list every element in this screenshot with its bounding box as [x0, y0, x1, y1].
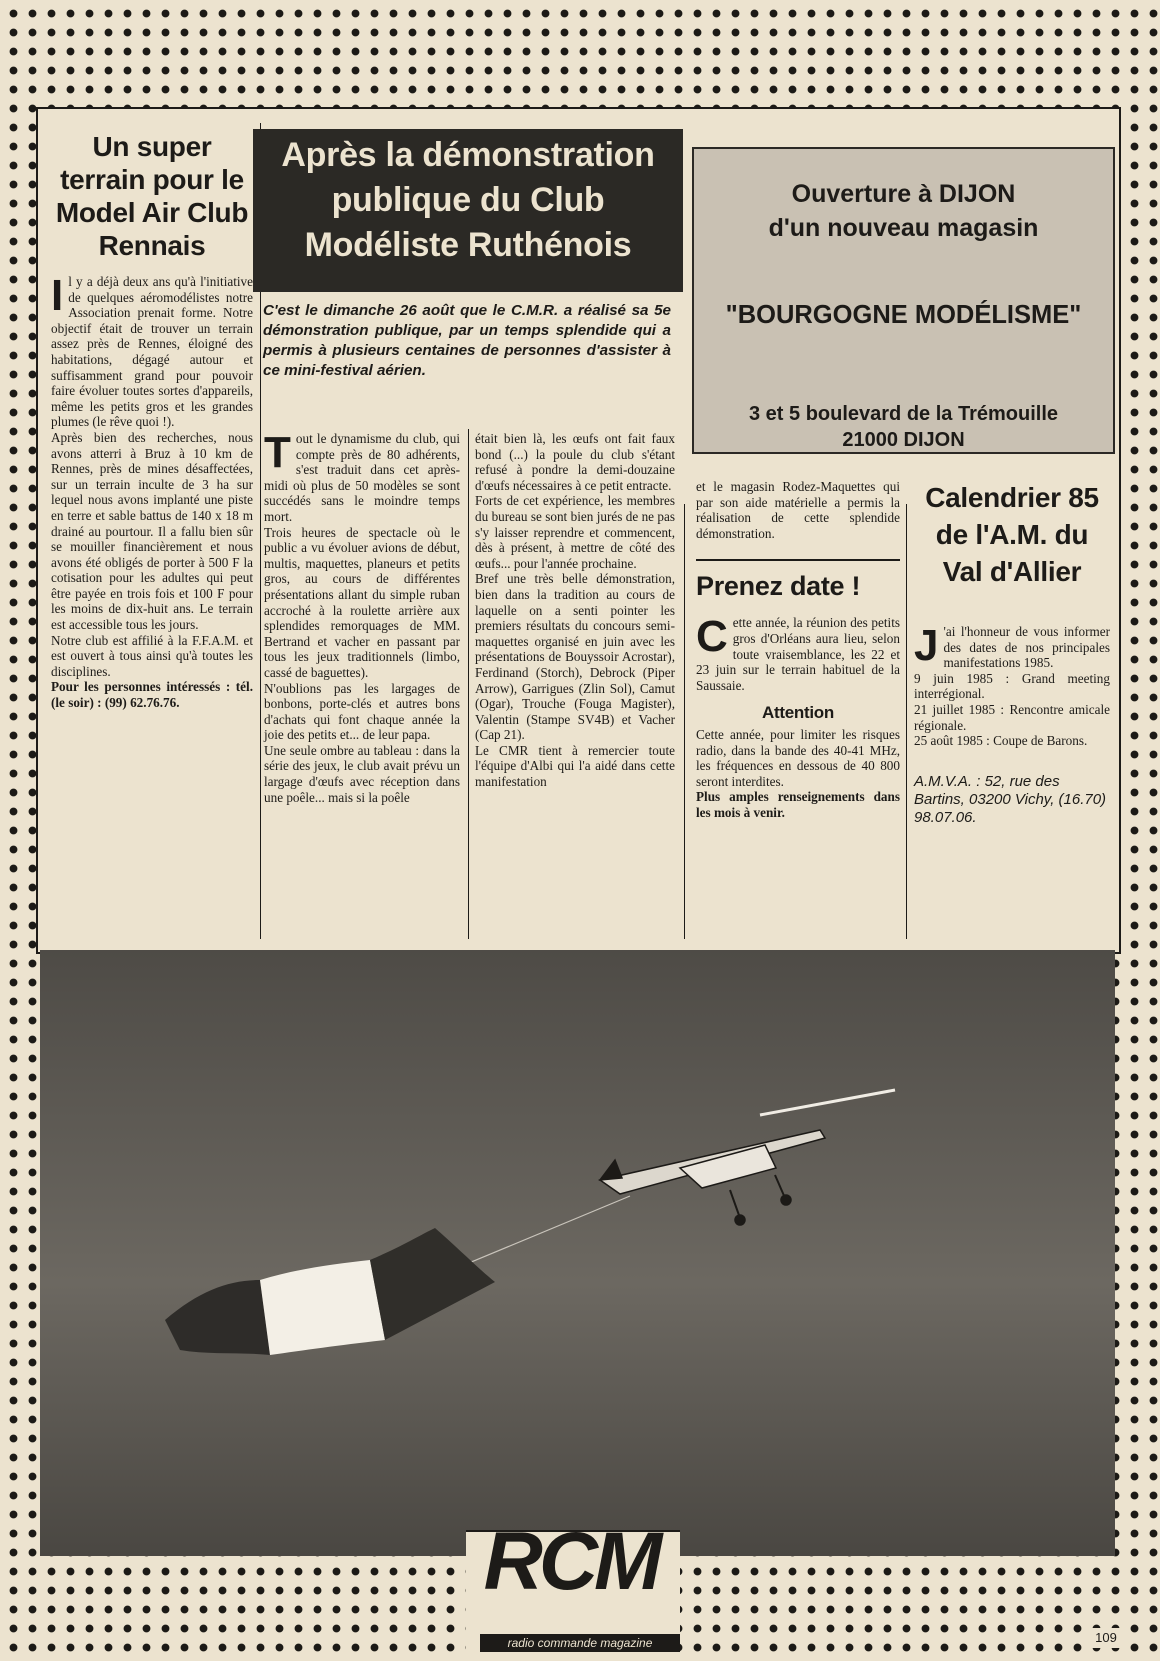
paragraph: ette année, la réunion des petits gros d'Orléans aura lieu, selon toute vraisemblance, les 22 et 23 juin sur le terrain habituel de la Saussaie.: [696, 615, 900, 693]
store-ad-box: [692, 147, 1115, 454]
amva-contact: A.M.V.A. : 52, rue des Bartins, 03200 Vichy, (16.70) 98.07.06.: [914, 772, 1107, 826]
prenez-date-title: Prenez date !: [696, 559, 900, 601]
article-cmr-col-2: [475, 431, 675, 790]
paragraph: N'oublions pas les largages de bonbons, porte-clés et autres bons d'achats qui font chaque année la joie des petits et... de leur papa.: [264, 680, 460, 743]
airplane-banner-photo: [40, 950, 1115, 1556]
calendar-event: 25 août 1985 : Coupe de Barons.: [914, 733, 1088, 749]
contact-line: Pour les personnes intéressés : tél. (le soir) : (99) 62.76.76.: [51, 679, 253, 711]
calendar-event: 21 juillet 1985 : Rencontre amicale régionale.: [914, 701, 1110, 733]
page-number: 109: [1086, 1628, 1126, 1648]
paragraph: et le magasin Rodez-Maquettes qui par son aide matérielle a permis la réalisation de cette splendide démonstration.: [696, 479, 900, 541]
paragraph: Après bien des recherches, nous avons atterri à Bruz à 10 km de Rennes, près de mines désaffectées, sur un terrain inculte de 3 ha sur lequel nous avons implanté une piste en terre et sable battus de 140 x 18 m drainé au pourtour. Il a fallu bien sûr se mouiller financièrement et nous avons été obligés de porter à 500 F la cotisation pour les adultes qui peut être payée en trois fois et 100 F pour les moins de dix-huit ans. Le terrain est accessible tous les jours.: [51, 429, 253, 633]
dropcap: C: [696, 612, 728, 662]
article-rennes: [51, 109, 253, 711]
store-ad-address: [694, 401, 1113, 453]
store-ad-headline: [694, 177, 1113, 245]
paragraph: Une seule ombre au tableau : dans la série des jeux, le club avait prévu un largage d'œufs avec réception dans une poêle... mais si la poêle: [264, 742, 460, 805]
article-cmr-lede: C'est le dimanche 26 août que le C.M.R. a réalisé sa 5e démonstration publique, par un temps splendide qui a permis à plusieurs centaines de personnes d'assister à ce mini-festival aérien.: [263, 302, 671, 379]
paragraph: Forts de cet expérience, les membres du bureau se sont bien jurés de ne pas s'y laisser reprendre et commencent, dès à présent, à mettre de côté des œufs... pour l'année prochaine.: [475, 493, 675, 571]
more-info-line: Plus amples renseignements dans les mois à venir.: [696, 789, 900, 820]
paragraph: Bref une très belle démonstration, bien dans la tradition au cours de laquelle on a senti pointer les premiers résultats du concours semi-maquettes organisé en juin avec les présentations de Bouyssoir Acrostar), Ferdinand (Storch), Debrock (Piper Arrow), Garrigues (Zlin Sol), Camut (Ogar), Trouche (Fouga Magister), Valentin (Stampe SV4B) et Vacher (Cap 21).: [475, 571, 675, 743]
paragraph: était bien là, les œufs ont fait faux bond (...) la poule du club s'étant refusé à pondre la demi-douzaine d'œufs nécessaires à ce petit entracte.: [475, 431, 675, 493]
magazine-logo: RCM: [483, 1516, 659, 1607]
column-rule: [906, 504, 907, 939]
paragraph: l y a déjà deux ans qu'à l'initiative de quelques aéromodélistes notre Association prenait forme. Notre objectif était de trouver un terrain assez près de Rennes, éloigné des habitations, dégagé autour et suffisamment grand pour pouvoir faire évoluer toutes sortes d'appareils, même les petits gros et les grandes plumes (le rêve quoi !).: [51, 274, 253, 430]
column-rule: [468, 429, 469, 939]
article-cmr-title: Après la démonstration publique du Club Modéliste Ruthénois: [253, 129, 683, 292]
article-panel: [36, 107, 1121, 954]
calendar-event: 9 juin 1985 : Grand meeting interrégional.: [914, 670, 1110, 702]
paragraph: Notre club est affilié à la F.F.A.M. et est ouvert à tous ainsi qu'à toutes les disciplines.: [51, 632, 253, 679]
store-ad-address-street: 3 et 5 boulevard de la Trémouille: [749, 403, 1058, 425]
dropcap: J: [914, 621, 939, 670]
article-cmr-col-1: [264, 428, 460, 805]
dropcap: I: [51, 271, 64, 320]
paragraph: 'ai l'honneur de vous informer des dates de nos principales manifestations 1985.: [943, 624, 1110, 671]
store-ad-address-city: 21000 DIJON: [842, 429, 965, 451]
article-prenez-date: [696, 479, 900, 821]
store-ad-name: "BOURGOGNE MODÉLISME": [725, 301, 1082, 329]
calendrier-title: Calendrier 85 de l'A.M. du Val d'Allier: [925, 482, 1099, 587]
column-rule: [684, 504, 685, 939]
paragraph: out le dynamisme du club, qui compte près de 80 adhérents, s'est traduit dans cet après-midi où plus de 50 modèles se sont succédés sans le moindre temps mort.: [264, 431, 460, 524]
paragraph: Trois heures de spectacle où le public a vu évoluer avions de début, multis, maquettes, planeurs et petits gros, au cours de différentes présentations allant du simple ruban accroché à la roulette arrière aux splendides remorquages de MM. Bertrand et vacher en passant par tous les jeux traditionnels (limbo, cassé de baguettes).: [264, 524, 460, 680]
article-calendrier: [914, 479, 1110, 827]
store-ad-line-1: Ouverture à DIJON: [791, 180, 1016, 208]
dropcap: T: [264, 428, 291, 477]
article-rennes-title: Un super terrain pour le Model Air Club Rennais: [55, 131, 249, 261]
magazine-logo-subtitle: radio commande magazine: [480, 1634, 680, 1652]
store-ad-line-2: d'un nouveau magasin: [768, 214, 1039, 242]
paragraph: Cette année, pour limiter les risques radio, dans la bande des 40-41 MHz, les fréquences en dessous de 40 800 seront interdites.: [696, 726, 900, 789]
attention-title: Attention: [762, 703, 834, 723]
paragraph: Le CMR tient à remercier toute l'équipe d'Albi qui l'a aidé dans cette manifestation: [475, 742, 675, 790]
